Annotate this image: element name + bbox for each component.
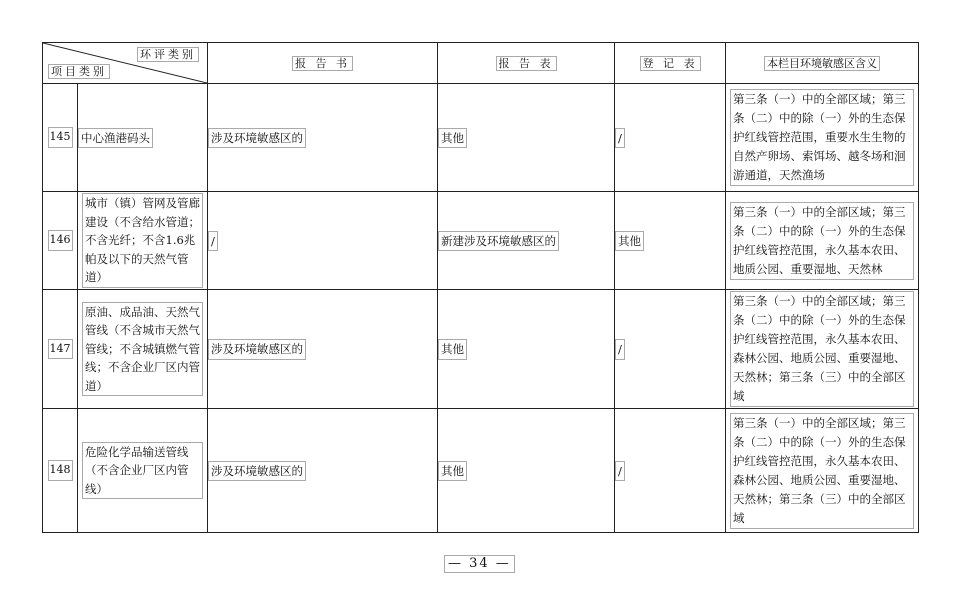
table-row xyxy=(43,192,919,290)
report-book-cell: 涉及环境敏感区的 xyxy=(208,290,438,409)
report-book-cell: 涉及环境敏感区的 xyxy=(208,409,438,533)
report-table-cell: 新建涉及环境敏感区的 xyxy=(438,192,615,290)
sensitive-area-cell: 第三条（一）中的全部区域；第三条（二）中的除（一）外的生态保护红线管控范围，永久基本农田、地质公园、重要湿地、天然林 xyxy=(726,192,919,290)
sensitive-area-cell: 第三条（一）中的全部区域；第三条（二）中的除（一）外的生态保护红线管控范围，永久基本农田、森林公园、地质公园、重要湿地、天然林；第三条（三）中的全部区域 xyxy=(726,290,919,409)
header-row xyxy=(43,43,919,84)
report-book-cell: 涉及环境敏感区的 xyxy=(208,84,438,192)
row-number: 145 xyxy=(43,84,78,192)
table-row xyxy=(43,290,919,409)
page-number: — 34 — xyxy=(444,555,515,573)
registration-cell: 其他 xyxy=(615,192,726,290)
registration-cell: / xyxy=(615,290,726,409)
registration-cell: / xyxy=(615,84,726,192)
report-book-cell: / xyxy=(208,192,438,290)
project-name: 原油、成品油、天然气管线（不含城市天然气管线；不含城镇燃气管线；不含企业厂区内管道） xyxy=(78,290,208,409)
table-row xyxy=(43,84,919,192)
diag-bottom-label: 项目类别 xyxy=(48,64,110,79)
report-table-cell: 其他 xyxy=(438,409,615,533)
row-number: 147 xyxy=(43,290,78,409)
header-report-table: 报 告 表 xyxy=(438,43,615,84)
project-name: 中心渔港码头 xyxy=(78,84,208,192)
report-table-cell: 其他 xyxy=(438,290,615,409)
sensitive-area-cell: 第三条（一）中的全部区域；第三条（二）中的除（一）外的生态保护红线管控范围，永久基本农田、森林公园、地质公园、重要湿地、天然林；第三条（三）中的全部区域 xyxy=(726,409,919,533)
diag-top-label: 环评类别 xyxy=(137,47,199,62)
registration-cell: / xyxy=(615,409,726,533)
row-number: 146 xyxy=(43,192,78,290)
table-row xyxy=(43,409,919,533)
report-table-cell: 其他 xyxy=(438,84,615,192)
row-number: 148 xyxy=(43,409,78,533)
diagonal-header-cell xyxy=(43,43,208,84)
header-sensitive-meaning: 本栏目环境敏感区含义 xyxy=(726,43,919,84)
project-name: 城市（镇）管网及管廊建设（不含给水管道；不含光纤；不含1.6兆帕及以下的天然气管道） xyxy=(78,192,208,290)
sensitive-area-cell: 第三条（一）中的全部区域；第三条（二）中的除（一）外的生态保护红线管控范围，重要水生生物的自然产卵场、索饵场、越冬场和洄游通道，天然渔场 xyxy=(726,84,919,192)
header-report-book: 报 告 书 xyxy=(208,43,438,84)
eia-classification-table xyxy=(42,42,919,533)
header-registration: 登 记 表 xyxy=(615,43,726,84)
project-name: 危险化学品输送管线（不含企业厂区内管线） xyxy=(78,409,208,533)
